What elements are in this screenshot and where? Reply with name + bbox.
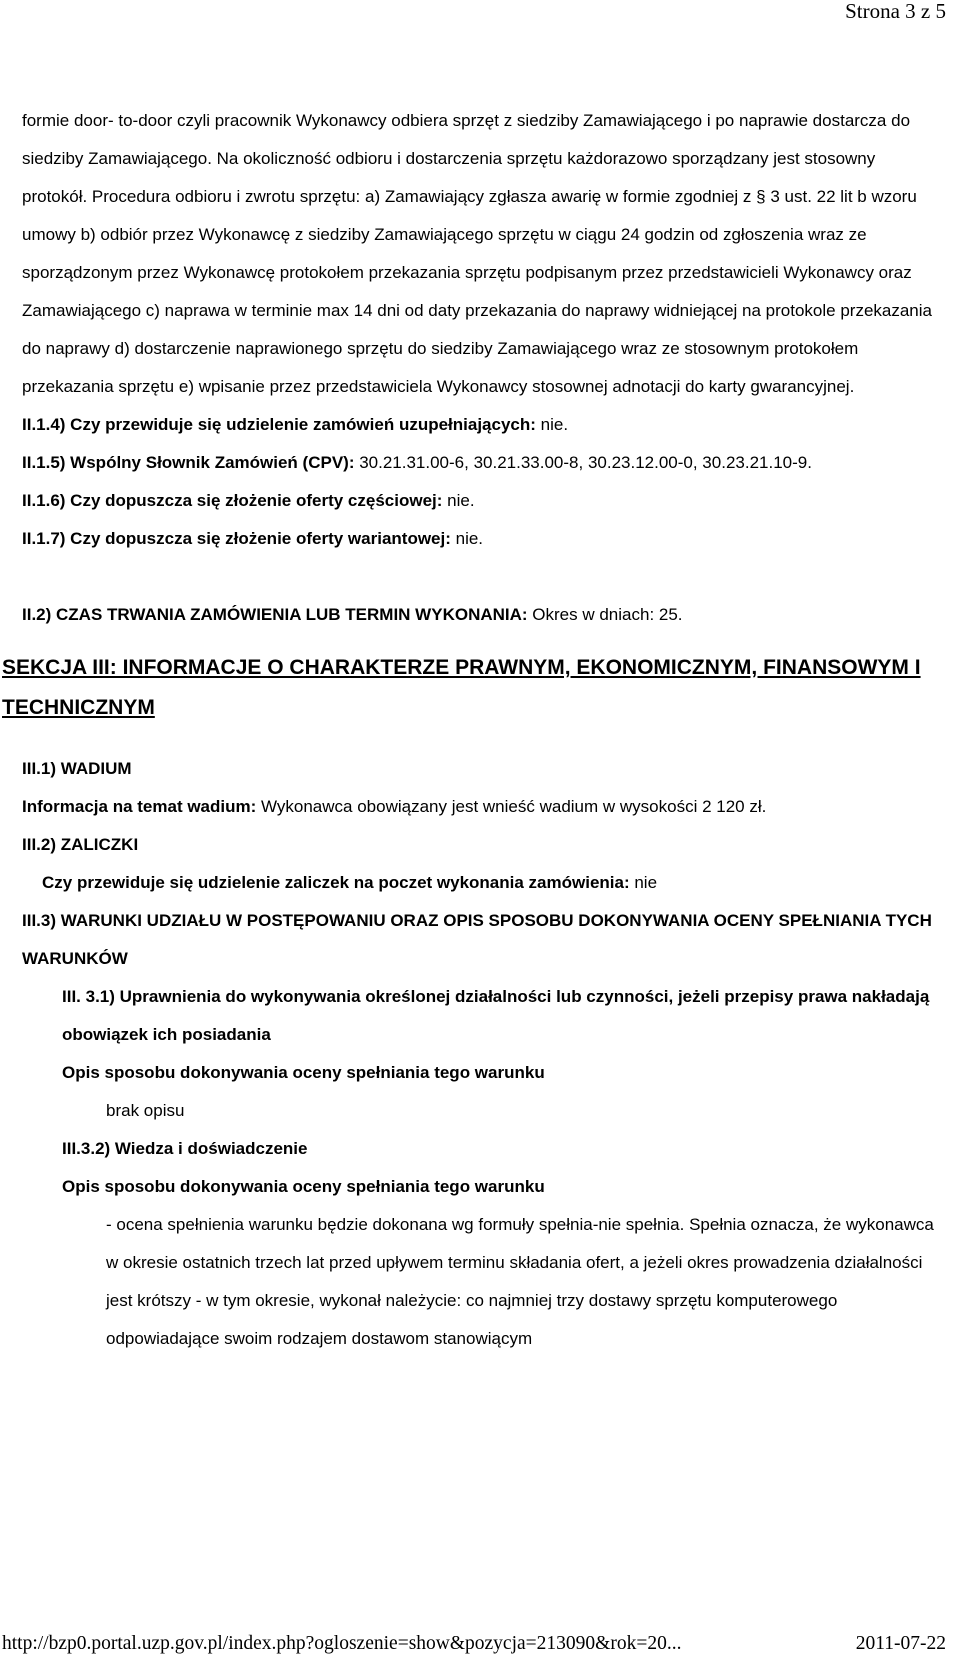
warunki-sub2-heading-text: III.3.2) Wiedza i doświadczenie bbox=[62, 1139, 308, 1158]
item-label: II.1.4) Czy przewiduje się udzielenie zamówień uzupełniających: bbox=[22, 415, 536, 434]
item-ii-1-5 bbox=[22, 444, 938, 482]
footer-url: http://bzp0.portal.uzp.gov.pl/index.php?ogloszenie=show&pozycja=213090&rok=20... bbox=[2, 1633, 682, 1654]
warunki-sub1-desc-label-text: Opis sposobu dokonywania oceny spełniania tego warunku bbox=[62, 1063, 545, 1082]
zaliczki-question bbox=[22, 864, 938, 902]
wadium-info bbox=[22, 788, 938, 826]
warunki-heading-text: III.3) WARUNKI UDZIAŁU W POSTĘPOWANIU ORAZ OPIS SPOSOBU DOKONYWANIA OCENY SPEŁNIANIA TYCH WARUNKÓW bbox=[22, 911, 932, 968]
item-value: nie. bbox=[450, 529, 484, 548]
item-value: nie. bbox=[535, 415, 569, 434]
wadium-info-value: Wykonawca obowiązany jest wnieść wadium w wysokości 2 120 zł. bbox=[256, 797, 767, 816]
warunki-sub2-heading bbox=[22, 1130, 938, 1168]
wadium-heading-text: III.1) WADIUM bbox=[22, 759, 132, 778]
item-ii-2-duration bbox=[22, 596, 938, 634]
item-value: 30.21.31.00-6, 30.21.33.00-8, 30.23.12.00-0, 30.23.21.10-9. bbox=[354, 453, 812, 472]
warunki-heading bbox=[22, 902, 938, 978]
item-ii-1-7 bbox=[22, 520, 938, 558]
duration-label: II.2) CZAS TRWANIA ZAMÓWIENIA LUB TERMIN WYKONANIA: bbox=[22, 605, 528, 624]
intro-paragraph: formie door- to-door czyli pracownik Wykonawcy odbiera sprzęt z siedziby Zamawiającego i po naprawie dostarcza do siedziby Zamawiającego. Na okoliczność odbioru i dostarczenia sprzętu każdorazowo sporządzany jest stosowny protokół. Procedura odbioru i zwrotu sprzętu: a) Zamawiający zgłasza awarię w formie zgodniej z § 3 ust. 22 lit b wzoru umowy b) odbiór przez Wykonawcę z siedziby Zamawiającego sprzętu w ciągu 24 godzin od zgłoszenia wraz ze sporządzonym przez Wykonawcę protokołem przekazania sprzętu podpisanym przez przedstawicieli Wykonawcy oraz Zamawiającego c) naprawa w terminie max 14 dni od daty przekazania do naprawy widniejącej na protokole przekazania do naprawy d) dostarczenie naprawionego sprzętu do siedziby Zamawiającego wraz ze stosownym protokołem przekazania sprzętu e) wpisanie przez przedstawiciela Wykonawcy stosownej adnotacji do karty gwarancyjnej. bbox=[22, 111, 932, 396]
item-label: II.1.5) Wspólny Słownik Zamówień (CPV): bbox=[22, 453, 355, 472]
warunki-sub2-desc-label bbox=[22, 1168, 938, 1206]
zaliczki-question-value: nie bbox=[629, 873, 658, 892]
page-footer bbox=[0, 1633, 960, 1654]
wadium-heading bbox=[22, 750, 938, 788]
footer-date: 2011-07-22 bbox=[855, 1633, 946, 1654]
warunki-sub1-desc-label bbox=[22, 1054, 938, 1092]
warunki-sub2-desc-value: - ocena spełnienia warunku będzie dokonana wg formuły spełnia-nie spełnia. Spełnia oznacza, że wykonawca w okresie ostatnich trzech lat przed upływem terminu składania ofert, a jeżeli okres prowadzenia działalności jest krótszy - w tym okresie, wykonał należycie: co najmniej trzy dostawy sprzętu komputerowego odpowiadające swoim rodzajem dostawom stanowiącym bbox=[106, 1215, 934, 1348]
zaliczki-heading-text: III.2) ZALICZKI bbox=[22, 835, 139, 854]
warunki-sub2-desc-label-text: Opis sposobu dokonywania oceny spełniania tego warunku bbox=[62, 1177, 545, 1196]
warunki-sub1-heading-text: III. 3.1) Uprawnienia do wykonywania określonej działalności lub czynności, jeżeli przepisy prawa nakładają obowiązek ich posiadania bbox=[62, 987, 930, 1044]
item-ii-1-4 bbox=[22, 406, 938, 444]
section-iii-title: SEKCJA III: INFORMACJE O CHARAKTERZE PRAWNYM, EKONOMICZNYM, FINANSOWYM I TECHNICZNYM bbox=[2, 656, 921, 719]
zaliczki-heading bbox=[22, 826, 938, 864]
wadium-info-label: Informacja na temat wadium: bbox=[22, 797, 257, 816]
page-number: Strona 3 z 5 bbox=[845, 0, 946, 23]
item-value: nie. bbox=[442, 491, 475, 510]
duration-value: Okres w dniach: 25. bbox=[527, 605, 683, 624]
zaliczki-question-label: Czy przewiduje się udzielenie zaliczek na poczet wykonania zamówienia: bbox=[42, 873, 630, 892]
item-ii-1-6 bbox=[22, 482, 938, 520]
warunki-sub1-heading bbox=[22, 978, 938, 1054]
document-body bbox=[2, 102, 938, 1358]
warunki-sub1-desc-value: brak opisu bbox=[106, 1101, 185, 1120]
item-label: II.1.7) Czy dopuszcza się złożenie oferty wariantowej: bbox=[22, 529, 451, 548]
item-label: II.1.6) Czy dopuszcza się złożenie oferty częściowej: bbox=[22, 491, 443, 510]
